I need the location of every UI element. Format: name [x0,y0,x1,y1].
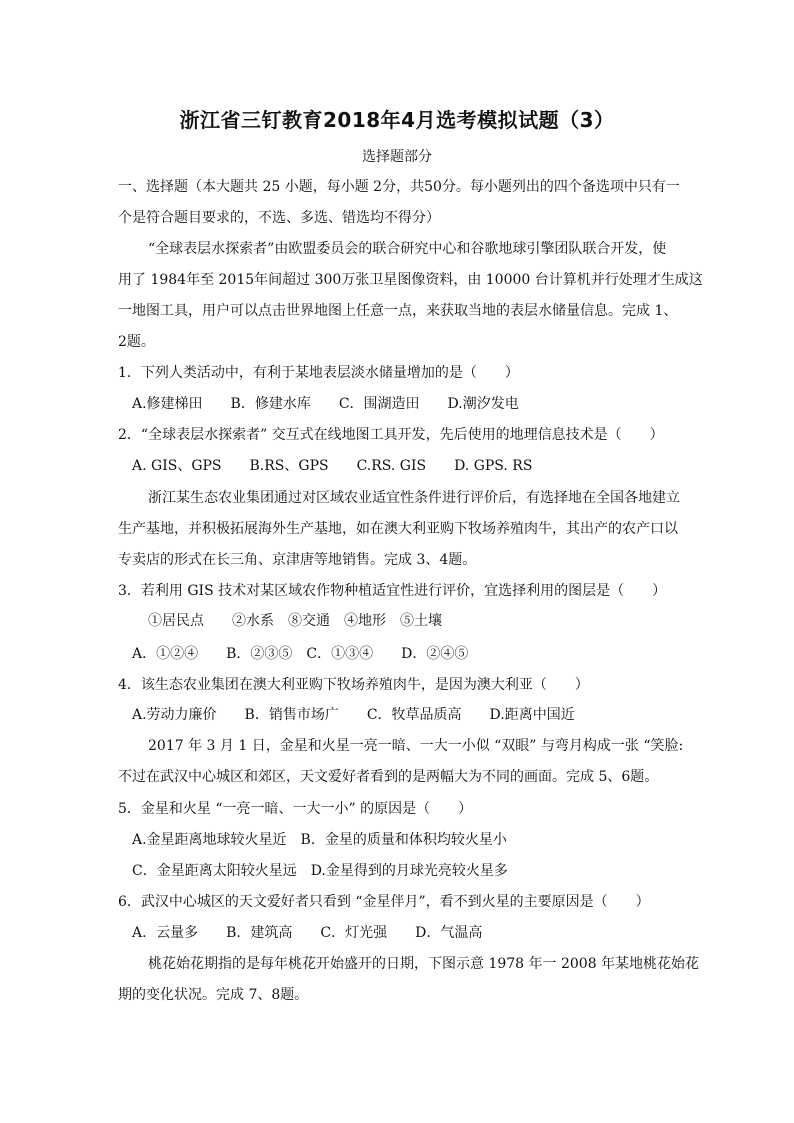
question-4-stem: 4．该生态农业集团在澳大利亚购下牧场养殖肉牛，是因为澳大利亚（ ） [118,677,589,693]
section-subtitle: 选择题部分 [362,149,432,165]
question-5-options-line-1: A.金星距离地球较火星近 B．金星的质量和体积均较火星小 [132,832,507,848]
question-6-stem: 6．武汉中心城区的天文爱好者只看到 “金星伴月”，看不到火星的主要原因是（ ） [118,894,650,910]
question-1-options: A.修建梯田 B．修建水库 C．围湖造田 D.潮汐发电 [132,396,519,412]
passage-3-line-2: 不过在武汉中心城区和郊区，天文爱好者看到的是两幅大为不同的画面。完成 5、6题。 [118,769,659,785]
question-2-options: A. GIS、GPS B.RS、GPS C.RS. GIS D. GPS. RS [132,458,533,474]
question-6-options: A．云量多 B．建筑高 C．灯光强 D．气温高 [132,925,483,941]
question-4-options: A.劳动力廉价 B．销售市场广 C．牧草品质高 D.距离中国近 [132,707,575,723]
passage-2-line-3: 专卖店的形式在长三角、京津唐等地销售。完成 3、4题。 [118,552,477,568]
passage-1-line-1: “全球表层水探索者”由欧盟委员会的联合研究中心和谷歌地球引擎团队联合开发，使 [148,241,667,257]
question-3-stem: 3．若利用 GIS 技术对某区域农作物种植适宜性进行评价，宜选择利用的图层是（ ） [118,583,667,599]
section-intro-line-2: 个是符合题目要求的，不选、多选、错选均不得分） [118,210,440,226]
question-1-stem: 1．下列人类活动中，有利于某地表层淡水储量增加的是（ ） [118,365,519,381]
question-3-options: A．①②④ B．②③⑤ C．①③④ D．②④⑤ [132,646,469,662]
section-intro-line-1: 一、选择题（本大题共 25 小题，每小题 2分，共50分。每小题列出的四个备选项中只有一 [118,179,680,195]
passage-3-line-1: 2017 年 3 月 1 日，金星和火星一亮一暗、一大一小似 “双眼” 与弯月构成一张 “笑脸: [148,738,684,754]
question-5-options-line-2: C．金星距离太阳较火星远 D.金星得到的月球光亮较火星多 [132,863,508,879]
question-5-stem: 5．金星和火星 “一亮一暗、一大一小” 的原因是（ ） [118,801,473,817]
passage-2-line-2: 生产基地，并积极拓展海外生产基地，如在澳大利亚购下牧场养殖肉牛，其出产的农产口以 [118,521,678,537]
passage-1-line-2: 用了 1984年至 2015年间超过 300万张卫星图像资料，由 10000 台计算机并行处理才生成这 [118,272,703,288]
passage-2-line-1: 浙江某生态农业集团通过对区域农业适宜性条件进行评价后，有选择地在全国各地建立 [148,490,680,506]
passage-4-line-2: 期的变化状况。完成 7、8题。 [118,987,309,1003]
passage-1-line-3: 一地图工具，用户可以点击世界地图上任意一点，来获取当地的表层水储量信息。完成 1、 [118,303,678,319]
page-title: 浙江省三钉教育2018年4月选考模拟试题（3） [179,108,615,132]
question-2-stem: 2．“全球表层水探索者” 交互式在线地图工具开发，先后使用的地理信息技术是（ ） [118,427,664,443]
question-3-items: ①居民点 ②水系 ⑧交通 ④地形 ⑤土壤 [148,613,442,629]
passage-1-line-4: 2题。 [118,334,155,350]
passage-4-line-1: 桃花始花期指的是每年桃花开始盛开的日期，下图示意 1978 年一 2008 年某地桃花始花 [148,956,700,972]
